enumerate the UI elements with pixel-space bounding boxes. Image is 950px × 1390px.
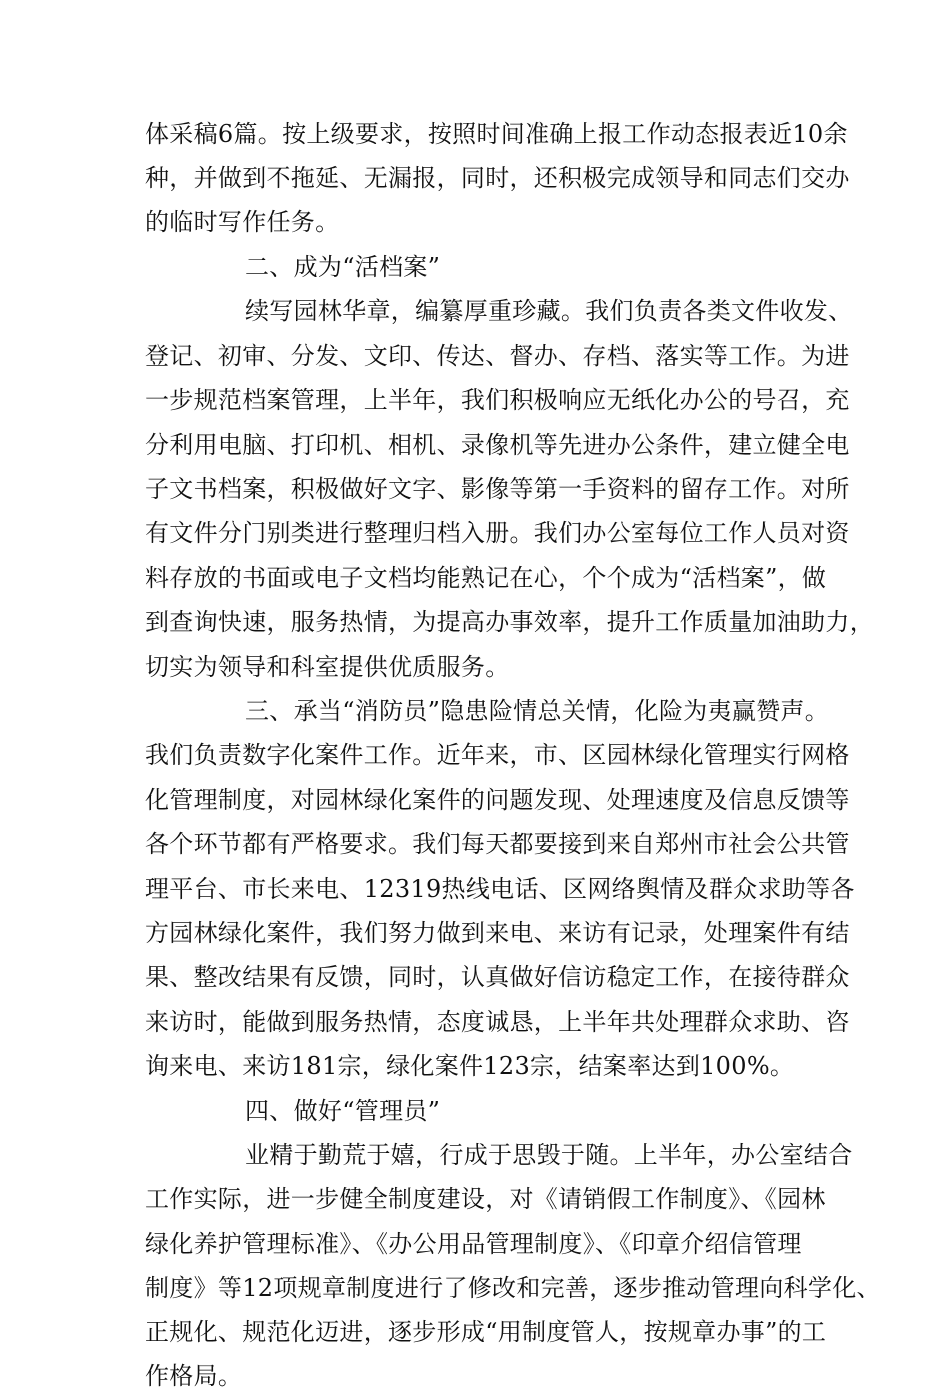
paragraph-line: 登记、初审、分发、文印、传达、督办、存档、落实等工作。为进 — [145, 342, 850, 370]
paragraph-line: 子文书档案，积极做好文字、影像等第一手资料的留存工作。对所 — [145, 475, 850, 503]
paragraph-line: 工作实际，进一步健全制度建设，对《请销假工作制度》、《园林 — [145, 1185, 826, 1213]
paragraph-line: 化管理制度，对园林绿化案件的问题发现、处理速度及信息反馈等 — [145, 786, 850, 814]
paragraph-line: 的临时写作任务。 — [145, 208, 340, 236]
paragraph-line: 我们负责数字化案件工作。近年来，市、区园林绿化管理实行网格 — [145, 741, 850, 769]
section-heading-2: 二、成为“活档案” — [245, 253, 441, 281]
paragraph-line: 切实为领导和科室提供优质服务。 — [145, 653, 510, 681]
paragraph-line: 一步规范档案管理，上半年，我们积极响应无纸化办公的号召，充 — [145, 386, 850, 414]
paragraph-line: 绿化养护管理标准》、《办公用品管理制度》、《印章介绍信管理 — [145, 1230, 802, 1258]
paragraph-line: 续写园林华章，编纂厚重珍藏。我们负责各类文件收发、 — [245, 297, 853, 325]
paragraph-line: 正规化、规范化迈进，逐步形成“用制度管人，按规章办事”的工 — [145, 1318, 827, 1346]
paragraph-line: 体采稿6篇。按上级要求，按照时间准确上报工作动态报表近10余 — [145, 120, 848, 148]
paragraph-line: 理平台、市长来电、12319热线电话、区网络舆情及群众求助等各 — [145, 875, 855, 903]
section-heading-4: 四、做好“管理员” — [245, 1097, 441, 1125]
paragraph-line: 业精于勤荒于嬉，行成于思毁于随。上半年，办公室结合 — [245, 1141, 853, 1169]
paragraph-line: 有文件分门别类进行整理归档入册。我们办公室每位工作人员对资 — [145, 519, 850, 547]
paragraph-line: 种，并做到不拖延、无漏报，同时，还积极完成领导和同志们交办 — [145, 164, 850, 192]
paragraph-line: 果、整改结果有反馈，同时，认真做好信访稳定工作，在接待群众 — [145, 963, 850, 991]
paragraph-line: 料存放的书面或电子文档均能熟记在心，个个成为“活档案”，做 — [145, 564, 827, 592]
section-heading-3: 三、承当“消防员”隐患险情总关情，化险为夷赢赞声。 — [245, 697, 830, 725]
paragraph-line: 方园林绿化案件，我们努力做到来电、来访有记录，处理案件有结 — [145, 919, 850, 947]
paragraph-line: 分利用电脑、打印机、相机、录像机等先进办公条件，建立健全电 — [145, 431, 850, 459]
paragraph-line: 制度》等12项规章制度进行了修改和完善，逐步推动管理向科学化、 — [145, 1274, 881, 1302]
paragraph-line: 各个环节都有严格要求。我们每天都要接到来自郑州市社会公共管 — [145, 830, 850, 858]
paragraph-line: 作格局。 — [145, 1362, 243, 1390]
paragraph-line: 到查询快速，服务热情，为提高办事效率，提升工作质量加油助力， — [145, 608, 874, 636]
paragraph-line: 询来电、来访181宗，绿化案件123宗，结案率达到100%。 — [145, 1052, 795, 1080]
paragraph-line: 来访时，能做到服务热情，态度诚恳，上半年共处理群众求助、咨 — [145, 1008, 850, 1036]
